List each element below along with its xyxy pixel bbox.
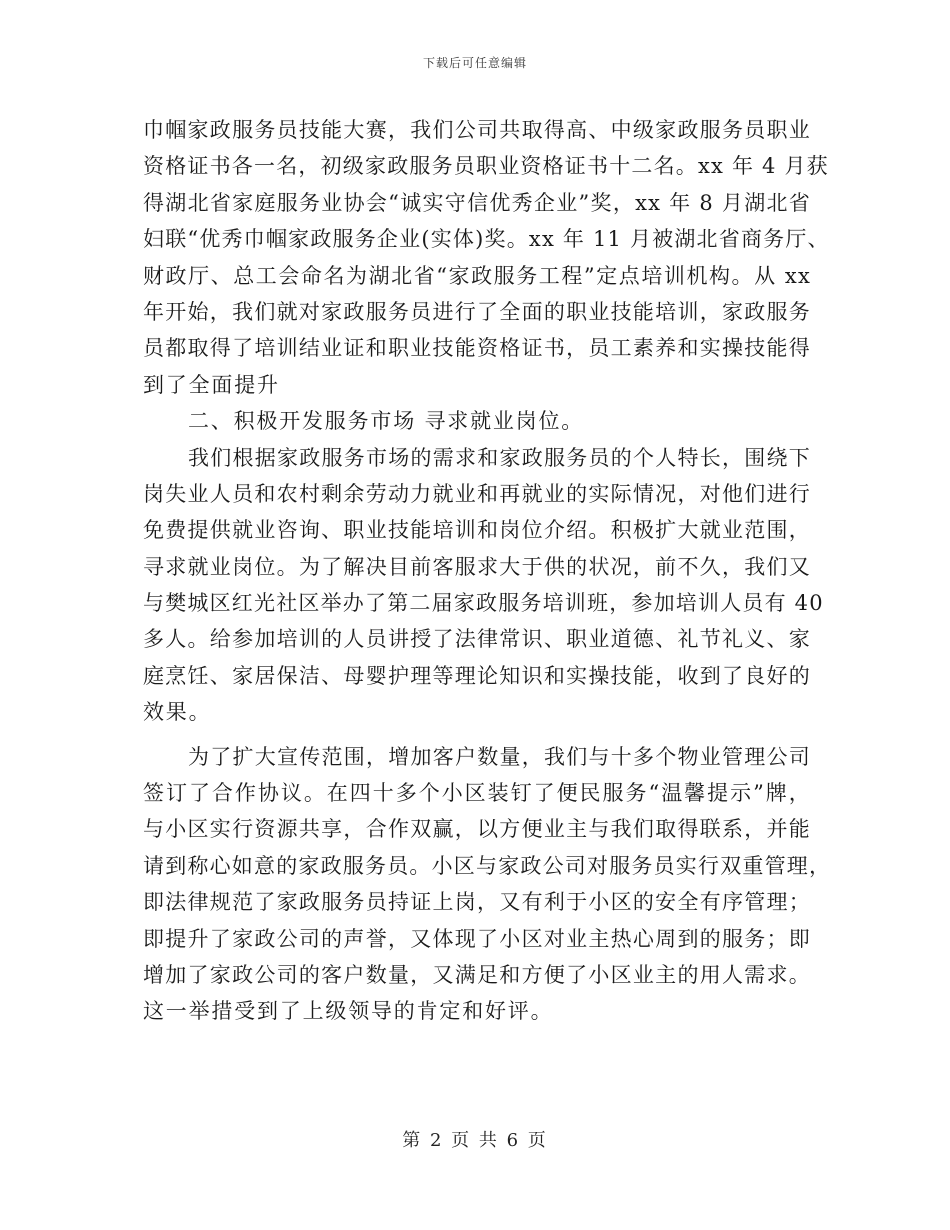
paragraph-line: 得湖北省家庭服务业协会“诚实守信优秀企业”奖，xx 年 8 月湖北省: [143, 190, 811, 215]
paragraph-line: 庭烹饪、家居保洁、母婴护理等理论知识和实操技能，收到了良好的: [143, 663, 811, 688]
paragraph-line: 免费提供就业咨询、职业技能培训和岗位介绍。积极扩大就业范围，: [143, 518, 811, 543]
paragraph-line: 妇联“优秀巾帼家政服务企业(实体)奖。xx 年 11 月被湖北省商务厅、: [143, 227, 830, 252]
paragraph-line: 效果。: [143, 700, 212, 725]
paragraph-line: 增加了家政公司的客户数量，又满足和方便了小区业主的用人需求。: [143, 962, 811, 987]
paragraph-line: 资格证书各一名，初级家政服务员职业资格证书十二名。xx 年 4 月获: [143, 154, 829, 179]
paragraph-line: 岗失业人员和农村剩余劳动力就业和再就业的实际情况，对他们进行: [143, 481, 811, 506]
page-number-footer: 第 2 页 共 6 页: [402, 1130, 548, 1151]
paragraph-line: 多人。给参加培训的人员讲授了法律常识、职业道德、礼节礼义、家: [143, 627, 811, 652]
paragraph-line: 巾帼家政服务员技能大赛，我们公司共取得高、中级家政服务员职业: [143, 118, 811, 142]
paragraph-line: 年开始，我们就对家政服务员进行了全面的职业技能培训，家政服务: [143, 299, 811, 324]
paragraph-line: 财政厅、总工会命名为湖北省“家政服务工程”定点培训机构。从 xx: [143, 263, 811, 288]
paragraph-line: 寻求就业岗位。为了解决目前客服求大于供的状况，前不久，我们又: [143, 554, 811, 579]
document-body: [143, 112, 832, 1030]
paragraph-line: 请到称心如意的家政服务员。小区与家政公司对服务员实行双重管理，: [143, 853, 832, 878]
section-heading: 二、积极开发服务市场 寻求就业岗位。: [188, 409, 585, 434]
paragraph-line: 这一举措受到了上级领导的肯定和好评。: [143, 999, 554, 1024]
paragraph-line: 签订了合作协议。在四十多个小区装钉了便民服务“温馨提示”牌，: [143, 781, 811, 806]
page-header: 下载后可任意编辑: [422, 56, 527, 70]
paragraph-line: 与樊城区红光社区举办了第二届家政服务培训班，参加培训人员有 40: [143, 591, 824, 616]
paragraph-line: 员都取得了培训结业证和职业技能资格证书，员工素养和实操技能得: [143, 336, 811, 361]
paragraph-gap: [143, 731, 811, 739]
paragraph-line: 为了扩大宣传范围，增加客户数量，我们与十多个物业管理公司: [188, 744, 811, 769]
paragraph-line: 到了全面提升: [143, 372, 280, 397]
paragraph-line: 即法律规范了家政服务员持证上岗，又有利于小区的安全有序管理；: [143, 890, 811, 915]
paragraph-line: 即提升了家政公司的声誉，又体现了小区对业主热心周到的服务；即: [143, 926, 811, 951]
paragraph-line: 我们根据家政服务市场的需求和家政服务员的个人特长，围绕下: [188, 445, 811, 470]
paragraph-line: 与小区实行资源共享，合作双赢，以方便业主与我们取得联系，并能: [143, 817, 811, 842]
